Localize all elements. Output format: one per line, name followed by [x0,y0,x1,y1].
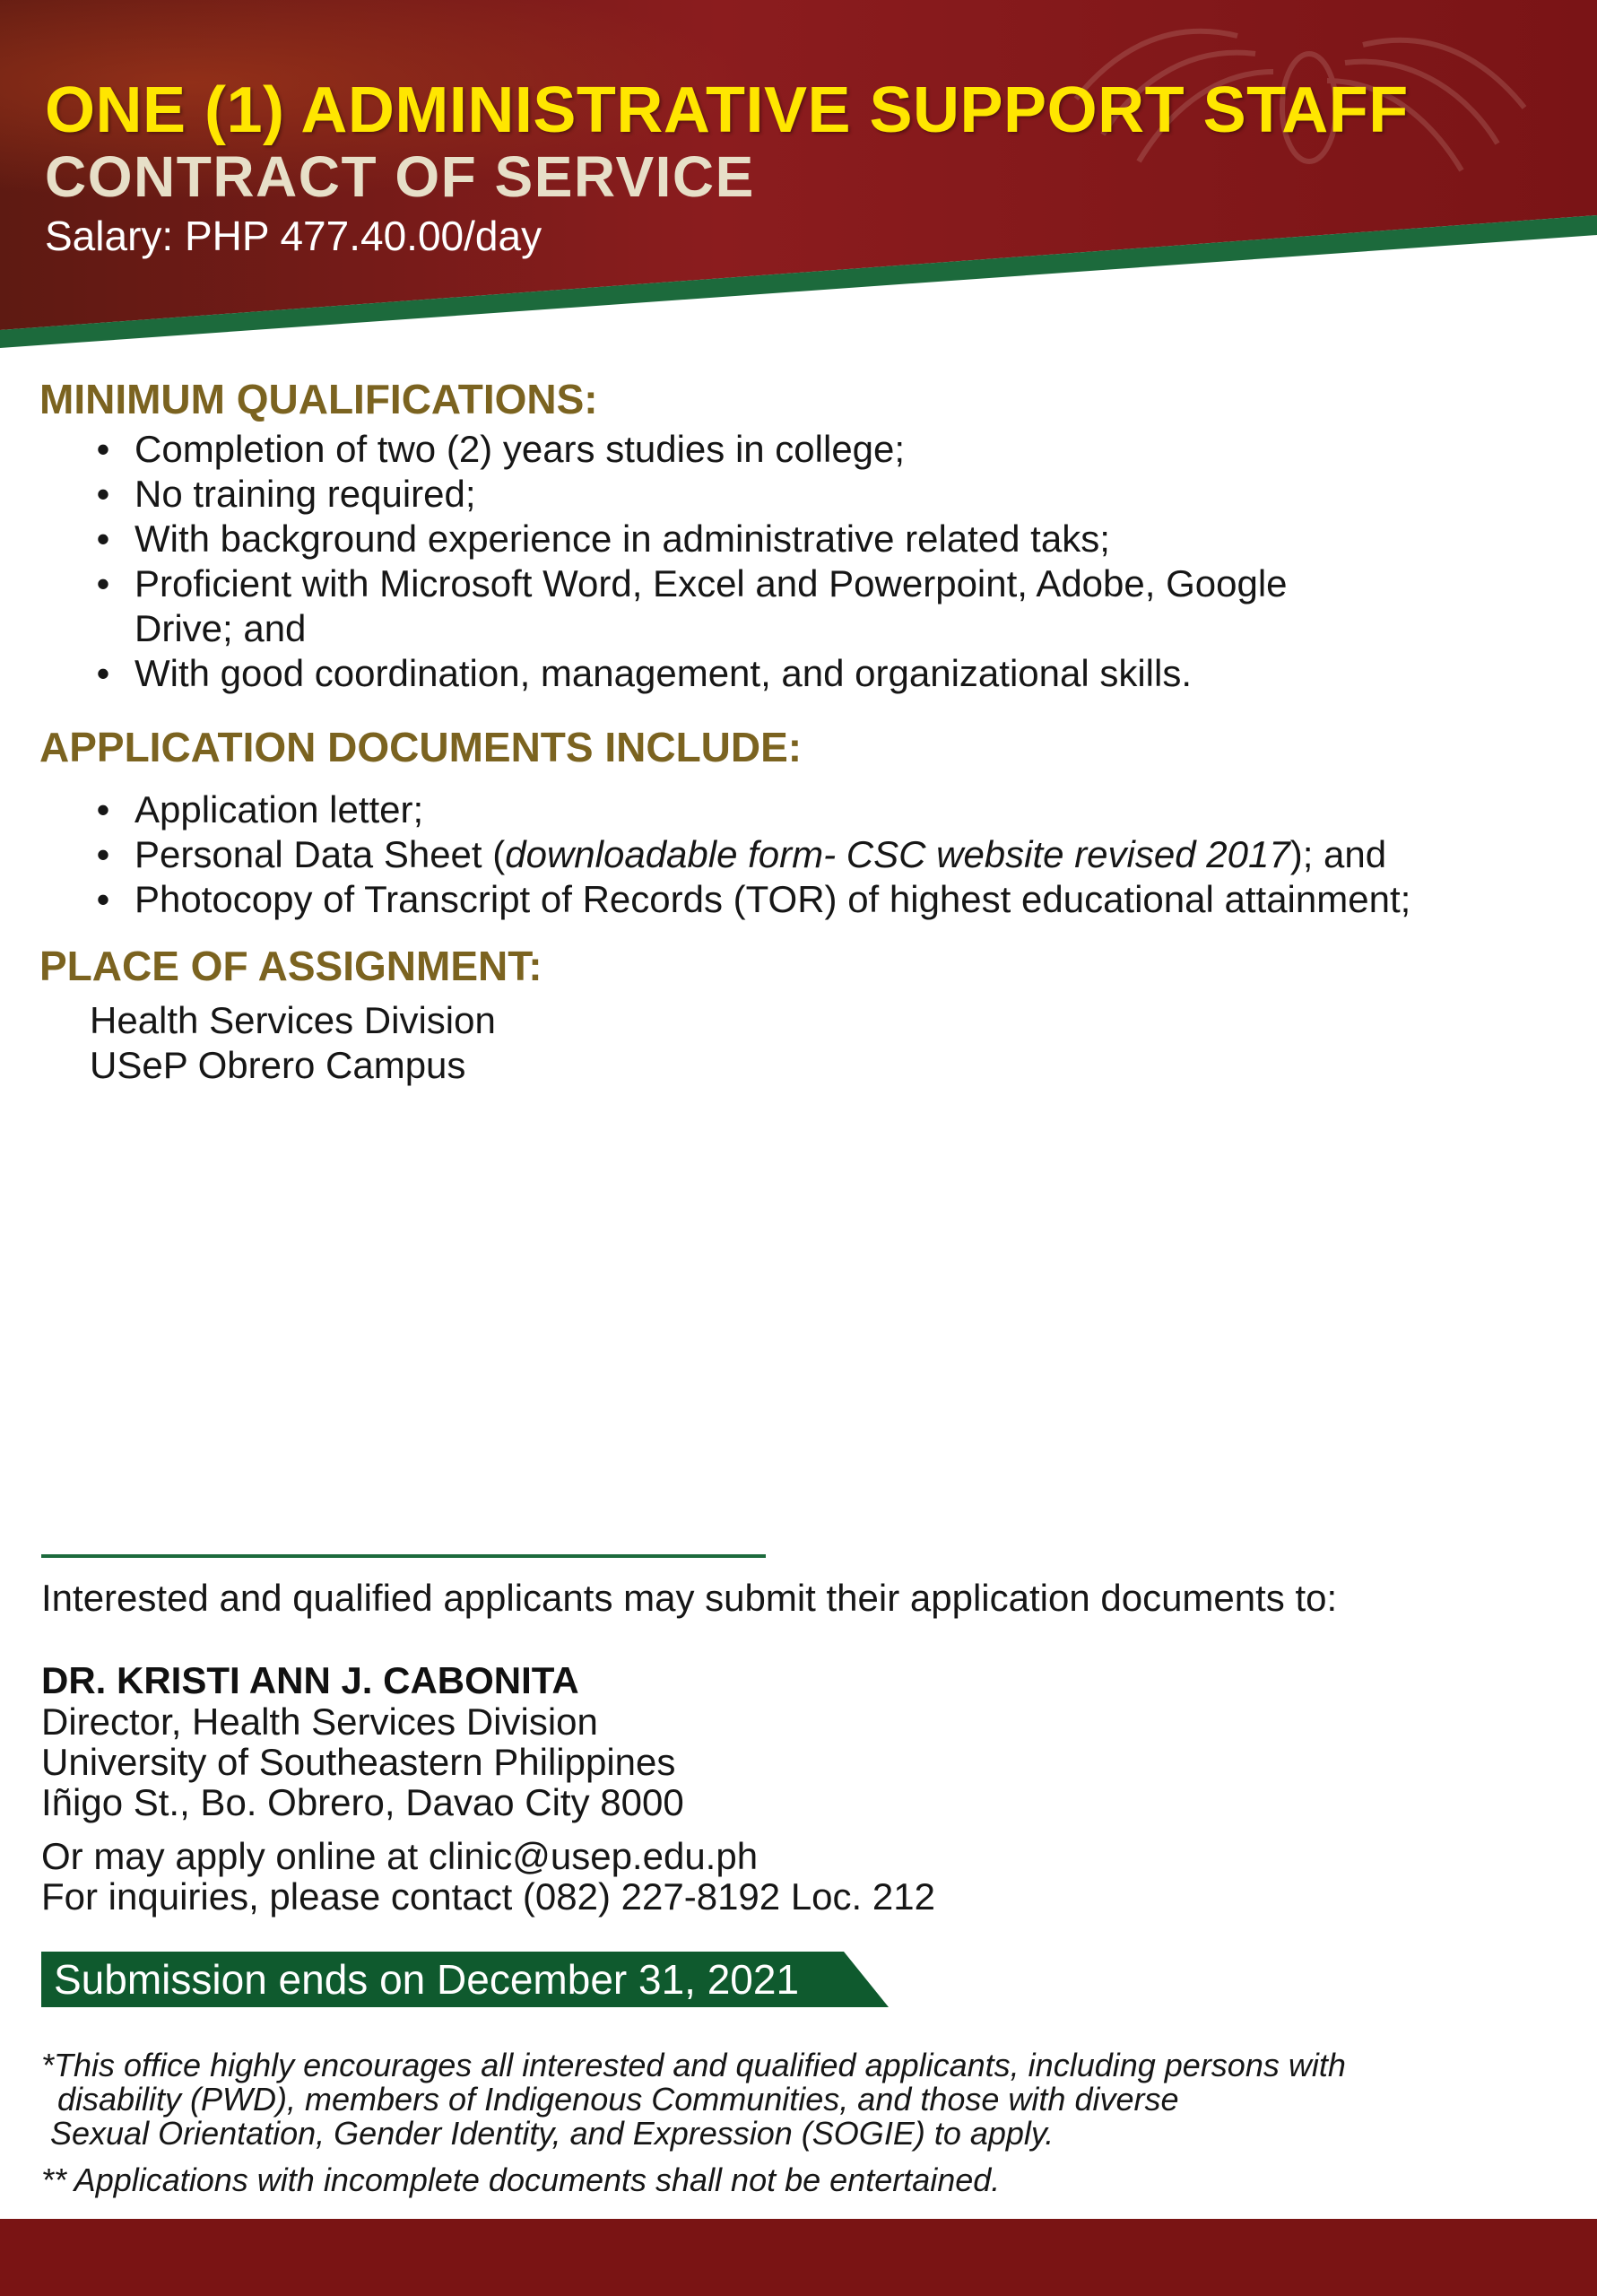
inclusion-note-line-2: disability (PWD), members of Indigenous Communities, and those with diverse [57,2081,1179,2118]
contact-university: University of Southeastern Philippines [41,1741,676,1783]
list-item: • Photocopy of Transcript of Records (TOR) of highest educational attainment; [90,877,1542,922]
list-item: • Personal Data Sheet (downloadable form- CSC website revised 2017); and [90,832,1542,877]
inclusion-note-line-1: *This office highly encourages all interested and qualified applicants, including persons with [41,2047,1346,2083]
bullet-icon: • [96,833,110,875]
assignment-division: Health Services Division [90,999,496,1041]
list-item: • Completion of two (2) years studies in college; [90,427,1542,472]
divider-line [41,1554,766,1558]
bullet-icon: • [96,428,110,470]
documents-heading: APPLICATION DOCUMENTS INCLUDE: [39,724,803,770]
bullet-icon: • [96,473,110,515]
contact-address: Iñigo St., Bo. Obrero, Davao City 8000 [41,1781,684,1823]
footer-bar [0,2219,1597,2296]
assignment-heading: PLACE OF ASSIGNMENT: [39,943,542,989]
list-item: • Application letter; [90,787,1542,832]
contact-name: DR. KRISTI ANN J. CABONITA [41,1659,579,1701]
list-item: • No training required; [90,472,1542,517]
qualifications-heading: MINIMUM QUALIFICATIONS: [39,376,598,422]
list-item: • With good coordination, management, and organizational skills. [90,651,1542,696]
inclusion-note-line-3: Sexual Orientation, Gender Identity, and Expression (SOGIE) to apply. [50,2115,1055,2152]
list-item: • Proficient with Microsoft Word, Excel and Powerpoint, Adobe, Google Drive; and [90,561,1318,651]
contract-type: CONTRACT OF SERVICE [45,144,755,209]
salary-text: Salary: PHP 477.40.00/day [45,213,542,259]
online-application: Or may apply online at clinic@usep.edu.ph [41,1835,759,1877]
job-title: ONE (1) ADMINISTRATIVE SUPPORT STAFF [45,74,1409,146]
incomplete-documents-note: ** Applications with incomplete documents shall not be entertained. [41,2161,1001,2198]
submission-intro: Interested and qualified applicants may submit their application documents to: [41,1577,1338,1619]
bullet-icon: • [96,878,110,920]
bullet-icon: • [96,562,110,604]
qualifications-list [90,427,1542,696]
contact-position: Director, Health Services Division [41,1700,598,1743]
deadline-text: Submission ends on December 31, 2021 [54,1956,800,2003]
documents-list [90,787,1542,922]
bullet-icon: • [96,788,110,831]
list-item: • With background experience in administrative related taks; [90,517,1542,561]
bullet-icon: • [96,652,110,694]
inquiries-contact: For inquiries, please contact (082) 227-8192 Loc. 212 [41,1875,935,1918]
assignment-campus: USeP Obrero Campus [90,1044,466,1086]
bullet-icon: • [96,517,110,560]
